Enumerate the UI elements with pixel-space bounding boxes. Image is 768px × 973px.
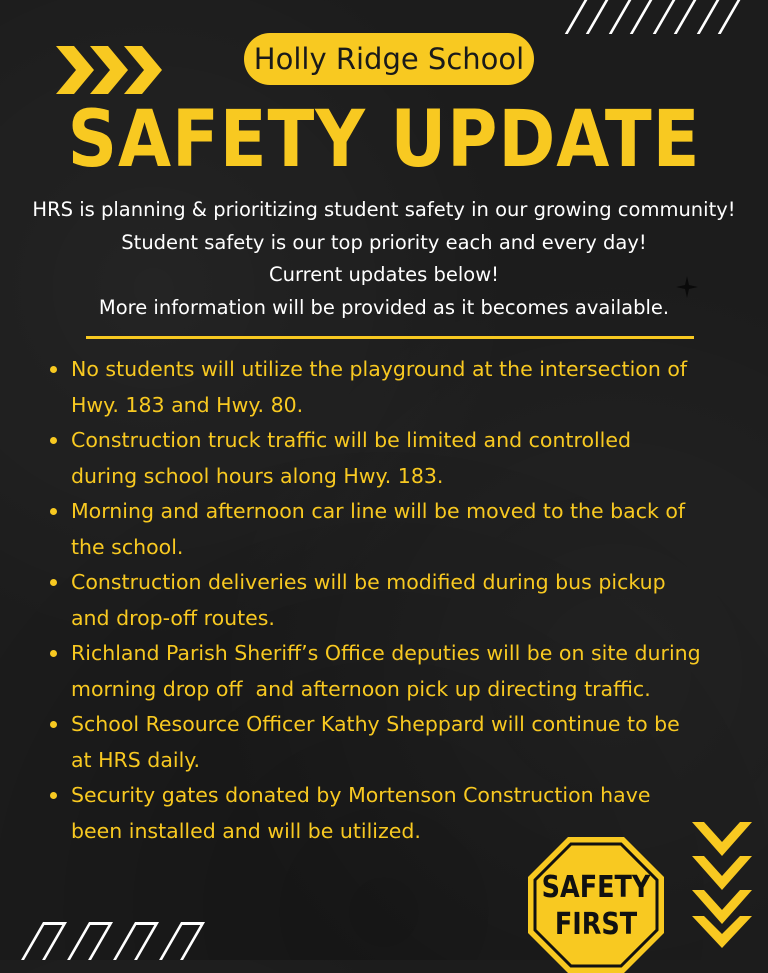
safety-first-sign: [528, 837, 664, 973]
bullet-icon: [50, 366, 57, 373]
bullet-icon: [50, 792, 57, 799]
sparkle-icon: [676, 276, 698, 298]
octagon-icon: [528, 837, 664, 973]
list-item-line: at HRS daily.: [71, 747, 200, 772]
chevron-down-icon: [692, 822, 752, 856]
list-item-line: Hwy. 183 and Hwy. 80.: [71, 392, 304, 417]
list-item-line: School Resource Officer Kathy Sheppard will continue to be: [71, 712, 680, 736]
stripe: [561, 0, 610, 34]
bullet-icon: [50, 721, 57, 728]
chevron-right-icon: [90, 46, 128, 94]
list-item-line: during school hours along Hwy. 183.: [71, 463, 444, 488]
sign-line-1: SAFETY: [541, 870, 651, 905]
school-name: Holly Ridge School: [253, 42, 525, 76]
school-name-badge: [244, 33, 534, 85]
bullet-icon: [50, 437, 57, 444]
list-item: [48, 494, 758, 565]
list-item: [48, 636, 758, 707]
stripe: [151, 922, 205, 960]
list-item: [48, 707, 758, 778]
list-item-line: been installed and will be utilized.: [71, 818, 421, 843]
intro-line: Current updates below!: [269, 263, 499, 286]
stripe: [105, 922, 159, 960]
page-title: SAFETY UPDATE: [67, 95, 701, 185]
list-item-line: No students will utilize the playground at the intersection of: [71, 357, 688, 381]
stripe: [59, 922, 113, 960]
stripe: [605, 0, 654, 34]
chevron-right-icon: [124, 46, 162, 94]
list-item-line: and drop-off routes.: [71, 605, 275, 630]
list-item: [48, 423, 758, 494]
list-item-line: Richland Parish Sheriff’s Office deputies will be on site during: [71, 641, 701, 665]
intro-text: [0, 194, 768, 324]
list-item-line: Morning and afternoon car line will be moved to the back of: [71, 499, 686, 523]
chevron-down-icon: [692, 856, 752, 890]
intro-line: More information will be provided as it becomes available.: [98, 295, 670, 319]
updates-list: [48, 352, 758, 849]
stripe: [13, 922, 67, 960]
bullet-icon: [50, 579, 57, 586]
bullet-icon: [50, 508, 57, 515]
list-item-line: morning drop off and afternoon pick up directing traffic.: [71, 676, 651, 701]
chevron-right-icons: [52, 42, 177, 98]
stripe: [649, 0, 698, 34]
list-item-line: Security gates donated by Mortenson Construction have: [71, 783, 651, 807]
list-item: [48, 565, 758, 636]
bullet-icon: [50, 650, 57, 657]
intro-line: HRS is planning & prioritizing student safety in our growing community!: [32, 198, 736, 221]
list-item-line: the school.: [71, 534, 184, 559]
stripe: [693, 0, 742, 34]
divider: [86, 336, 694, 339]
diagonal-stripes-top: [560, 0, 768, 34]
list-item-line: Construction truck traffic will be limited and controlled: [71, 428, 632, 452]
list-item: [48, 352, 758, 423]
chevron-right-icon: [56, 46, 94, 94]
intro-line: Student safety is our top priority each and every day!: [121, 230, 647, 254]
sign-line-2: FIRST: [554, 907, 638, 942]
chevron-down-icons: [690, 820, 754, 950]
diagonal-stripes-bottom: [10, 918, 210, 960]
list-item-line: Construction deliveries will be modified during bus pickup: [71, 570, 666, 594]
